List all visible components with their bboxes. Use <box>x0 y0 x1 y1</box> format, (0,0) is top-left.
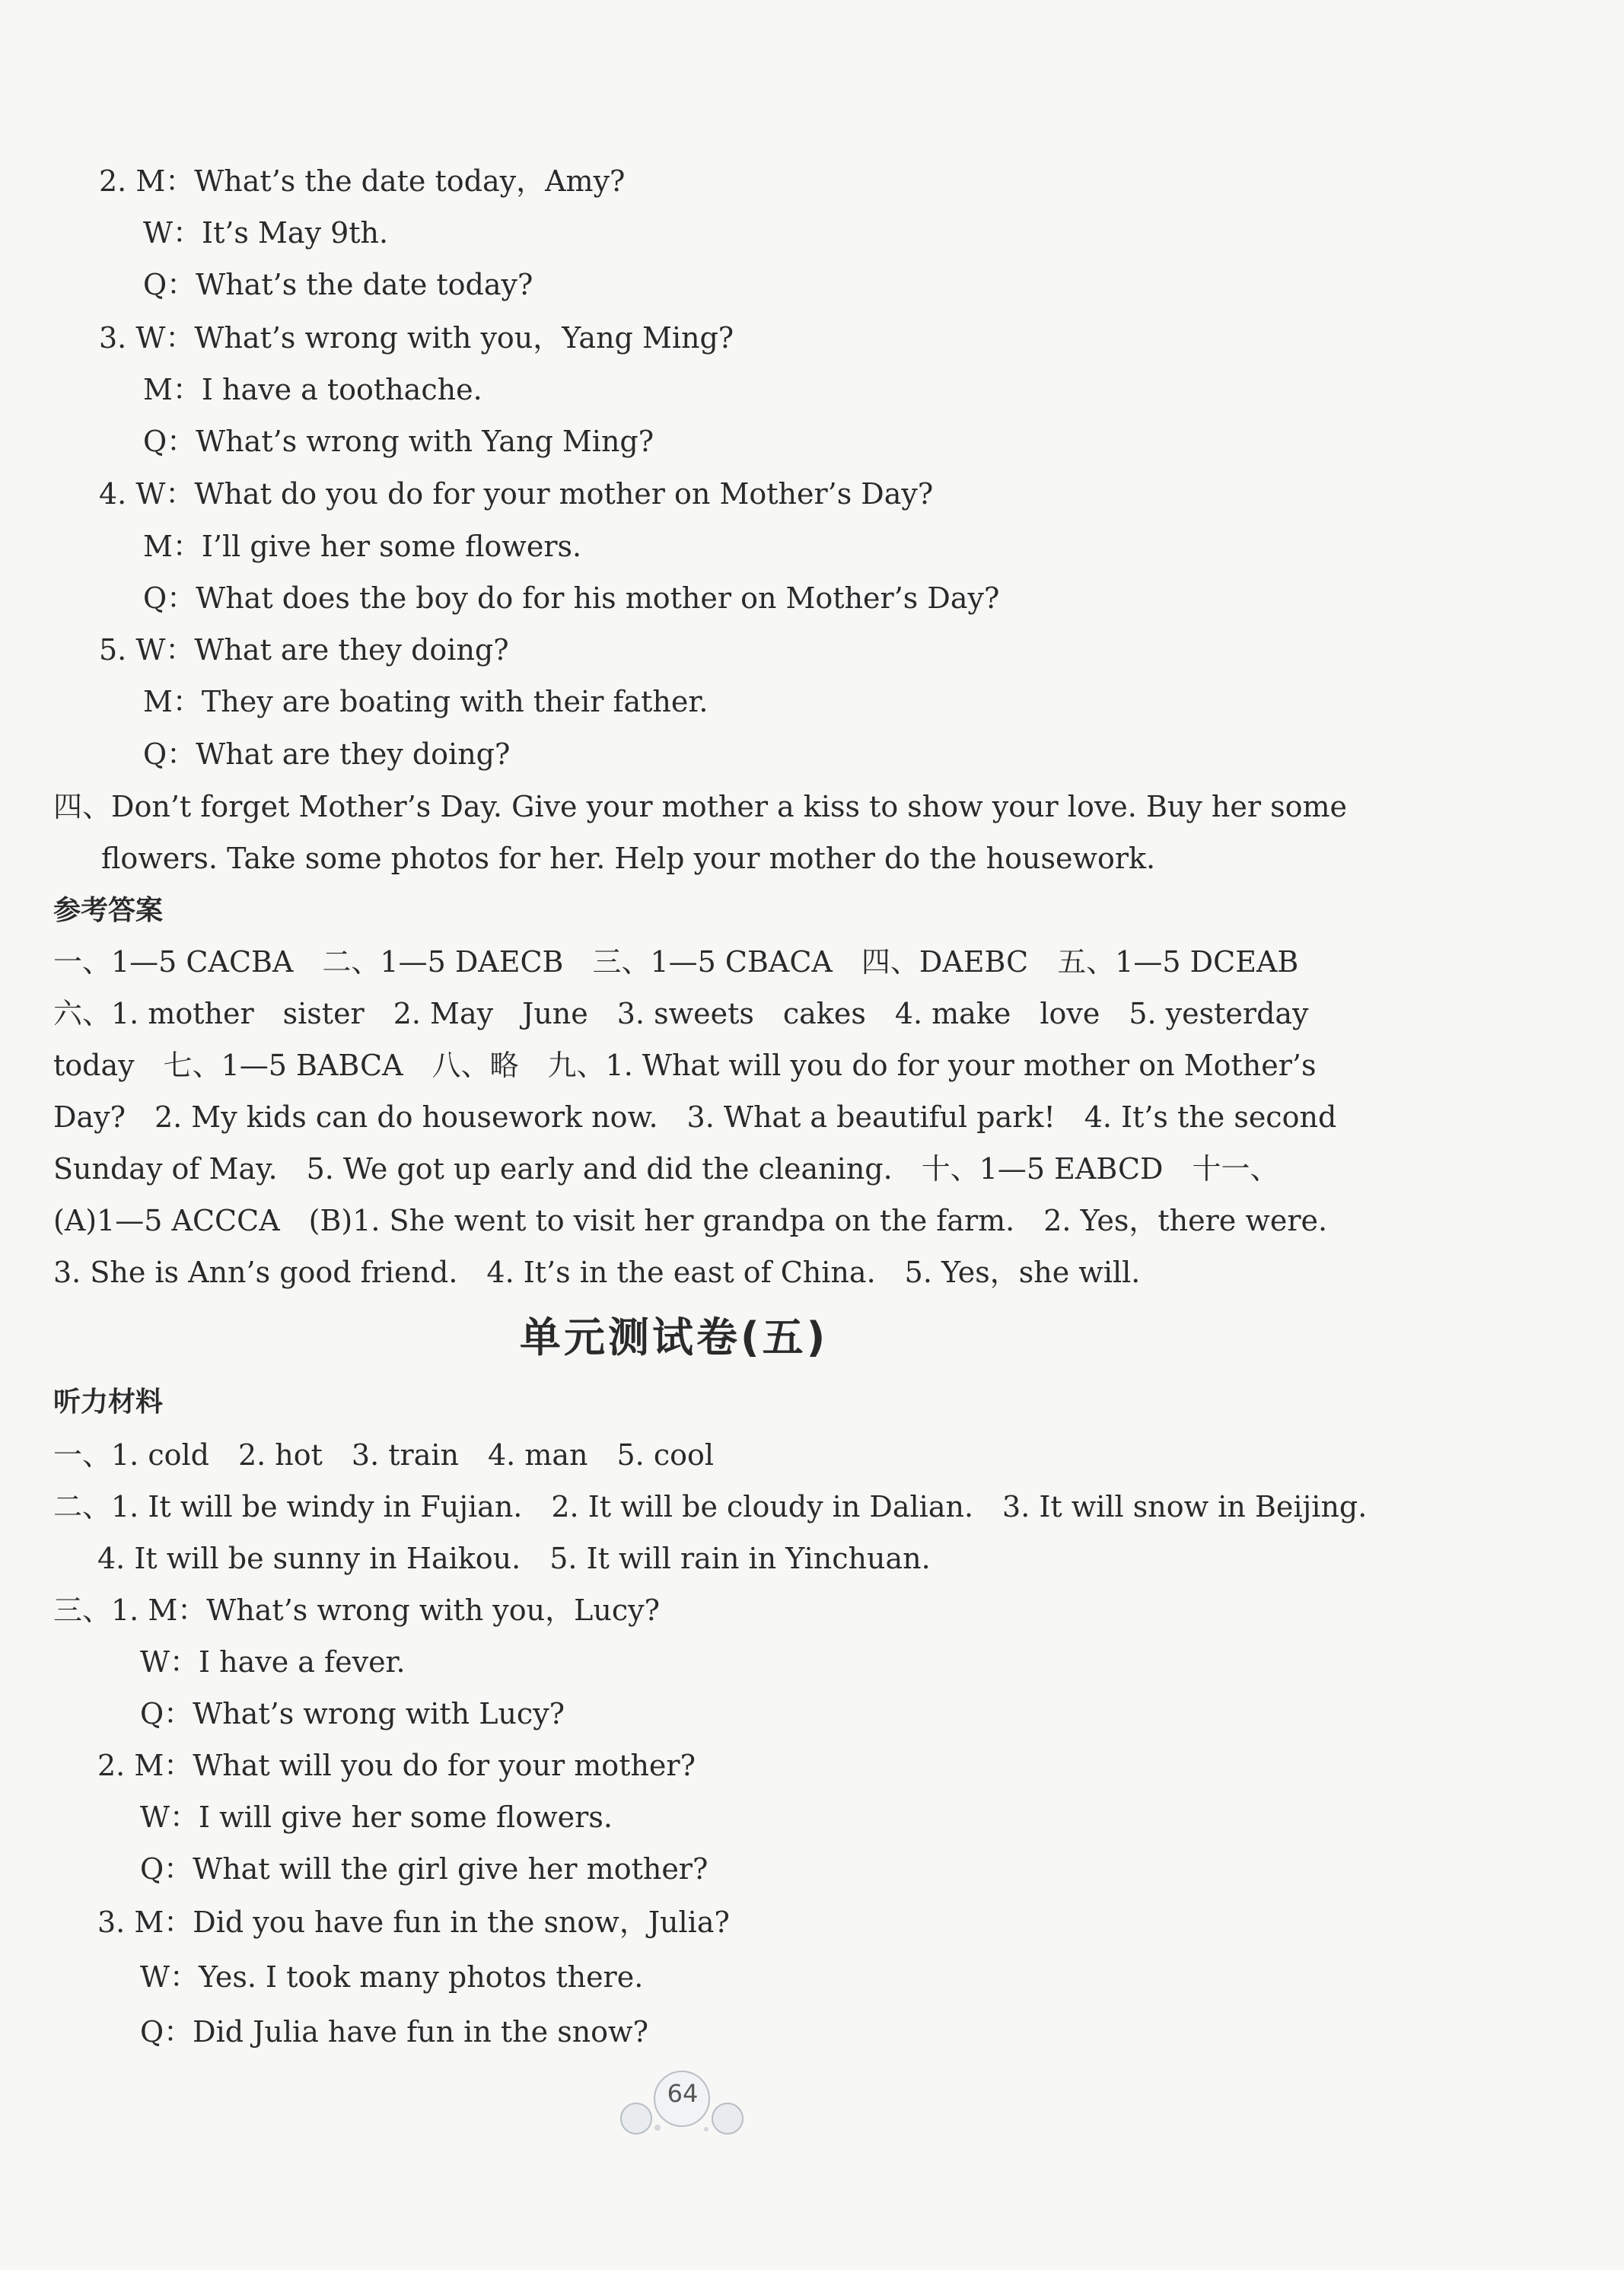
listening-line: 4. It will be sunny in Haikou. 5. It will rain in Yinchuan. <box>97 1542 931 1575</box>
answers-heading: 参考答案 <box>53 895 164 926</box>
answer-line: today 七、1—5 BABCA 八、略 九、1. What will you do for your mother on Mother’s <box>53 1049 1317 1082</box>
page-number: 64 <box>667 2079 699 2108</box>
listening-line: 一、1. cold 2. hot 3. train 4. man 5. cool <box>53 1438 715 1472</box>
passage-line: 四、Don’t forget Mother’s Day. Give your mother a kiss to show your love. Buy her some <box>53 790 1347 823</box>
dialogue-line: Q：What’s wrong with Lucy? <box>140 1697 565 1730</box>
dialogue-line: Q：What does the boy do for his mother on Mother’s Day? <box>143 581 1000 615</box>
dialogue-line: W：I have a fever. <box>140 1645 406 1679</box>
dialogue-line: Q：What’s wrong with Yang Ming? <box>143 425 654 458</box>
listening-heading: 听力材料 <box>53 1387 164 1418</box>
dialogue-line: W：Yes. I took many photos there. <box>140 1960 644 1994</box>
dialogue-line: M：They are boating with their father. <box>143 685 709 718</box>
answer-line: Sunday of May. 5. We got up early and did the cleaning. 十、1—5 EABCD 十一、 <box>53 1152 1279 1186</box>
dialogue-line: W：It’s May 9th. <box>143 216 389 250</box>
dialogue-line: M：I have a toothache. <box>143 373 482 406</box>
page-number-badge <box>613 2068 750 2137</box>
dialogue-line: Q：What will the girl give her mother? <box>140 1852 709 1886</box>
answer-line: (A)1—5 ACCCA (B)1. She went to visit her grandpa on the farm. 2. Yes，there were. <box>53 1204 1328 1237</box>
answer-line: 六、1. mother sister 2. May June 3. sweets cakes 4. make love 5. yesterday <box>53 997 1309 1030</box>
passage-line: flowers. Take some photos for her. Help your mother do the housework. <box>101 842 1156 875</box>
answer-line: 一、1—5 CACBA 二、1—5 DAECB 三、1—5 CBACA 四、DAEBC 五、1—5 DCEAB <box>53 945 1299 979</box>
page-title: 单元测试卷(五) <box>520 1313 829 1361</box>
listening-line: 二、1. It will be windy in Fujian. 2. It will be cloudy in Dalian. 3. It will snow in Beijing. <box>53 1490 1368 1523</box>
answer-line: Day? 2. My kids can do housework now. 3. What a beautiful park! 4. It’s the second <box>53 1100 1337 1134</box>
dialogue-line: 2. M：What’s the date today，Amy? <box>99 164 626 198</box>
dialogue-line: 2. M：What will you do for your mother? <box>97 1749 696 1782</box>
dialogue-line: Q：What’s the date today? <box>143 268 533 301</box>
dialogue-line: 3. W：What’s wrong with you，Yang Ming? <box>99 321 734 355</box>
dialogue-line: 三、1. M：What’s wrong with you，Lucy? <box>53 1593 660 1627</box>
answer-line: 3. She is Ann’s good friend. 4. It’s in the east of China. 5. Yes，she will. <box>53 1256 1141 1289</box>
dialogue-line: 5. W：What are they doing? <box>99 633 509 667</box>
dialogue-line: M：I’ll give her some flowers. <box>143 530 582 563</box>
dialogue-line: Q：What are they doing? <box>143 737 511 771</box>
dialogue-line: 4. W：What do you do for your mother on Mother’s Day? <box>99 477 934 511</box>
dialogue-line: Q：Did Julia have fun in the snow? <box>140 2015 648 2049</box>
dialogue-line: 3. M：Did you have fun in the snow，Julia? <box>97 1905 730 1939</box>
dialogue-line: W：I will give her some flowers. <box>140 1800 613 1834</box>
